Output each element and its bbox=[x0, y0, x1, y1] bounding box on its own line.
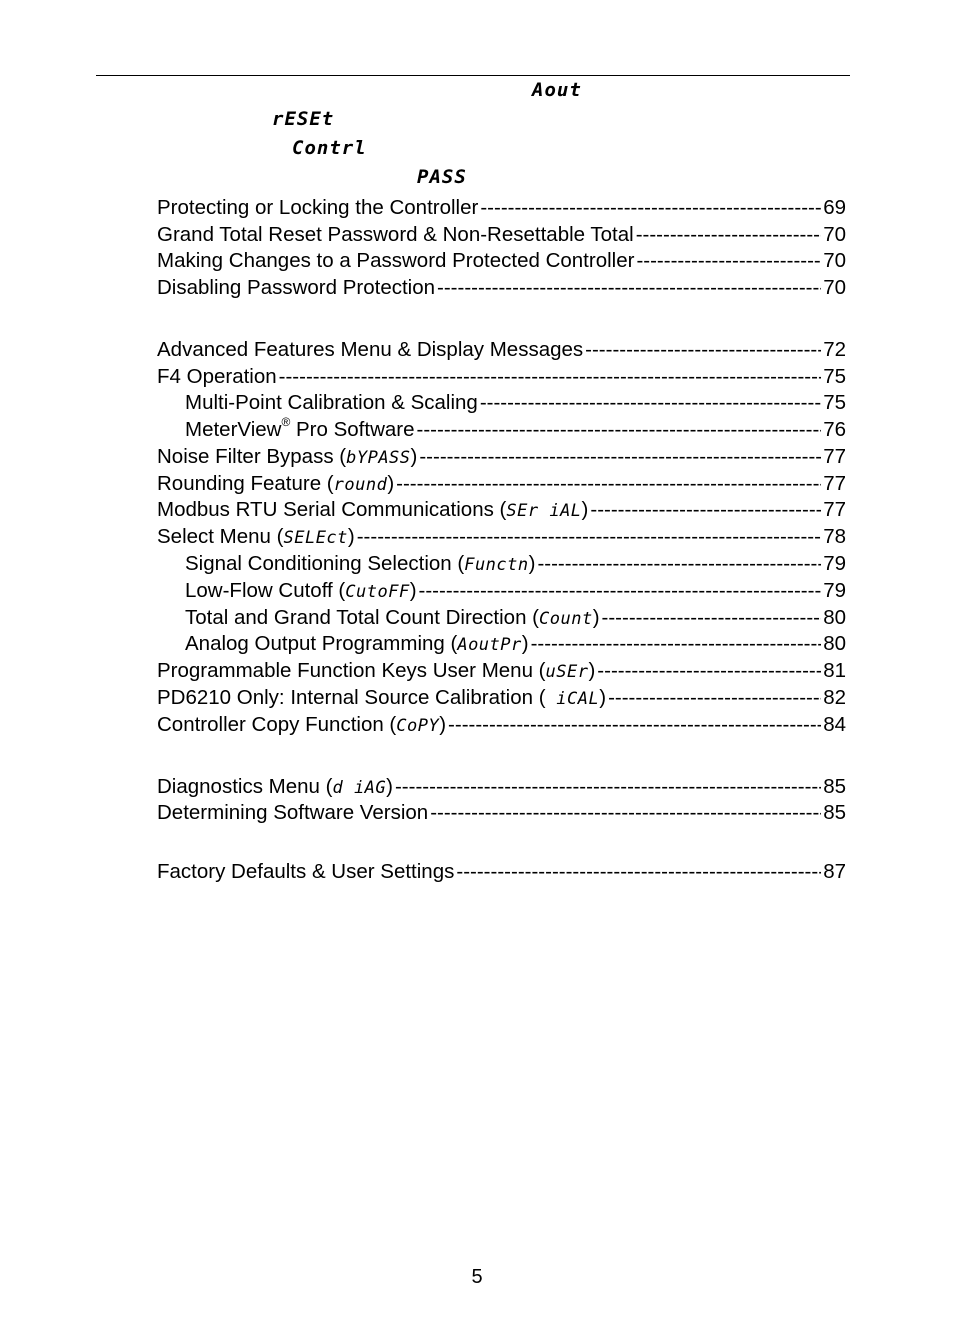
toc-title bbox=[157, 659, 595, 684]
header-rule bbox=[96, 75, 850, 76]
display-code: iCAL bbox=[545, 689, 600, 709]
display-code: Count bbox=[539, 609, 593, 629]
code-pass: PASS bbox=[417, 166, 467, 188]
toc-row[interactable] bbox=[157, 223, 846, 247]
toc-title-text: ) bbox=[409, 579, 417, 602]
toc-title-text: ) bbox=[347, 525, 355, 548]
toc-page: 72 bbox=[823, 338, 846, 361]
dot-leader bbox=[456, 860, 821, 884]
toc-row[interactable] bbox=[157, 472, 846, 496]
dot-leader bbox=[597, 659, 821, 683]
registered-mark: ® bbox=[281, 415, 291, 430]
toc-title-text: Select Menu ( bbox=[157, 525, 284, 548]
toc-title bbox=[157, 525, 355, 550]
dot-leader bbox=[636, 249, 821, 273]
toc-page: 70 bbox=[823, 249, 846, 272]
toc-page: 69 bbox=[823, 196, 846, 219]
toc-row[interactable] bbox=[157, 860, 846, 884]
dot-leader bbox=[636, 223, 822, 247]
toc-row[interactable] bbox=[157, 196, 846, 220]
toc-page: 81 bbox=[823, 659, 846, 682]
display-code: Functn bbox=[464, 555, 529, 575]
toc-row[interactable] bbox=[157, 249, 846, 273]
toc-row[interactable] bbox=[157, 365, 846, 389]
toc-page: 77 bbox=[823, 498, 846, 521]
toc-page: 78 bbox=[823, 525, 846, 548]
toc-row[interactable] bbox=[157, 713, 846, 737]
dot-leader bbox=[585, 338, 821, 362]
toc-title bbox=[157, 472, 394, 497]
toc-title bbox=[185, 606, 600, 631]
display-code: d iAG bbox=[332, 778, 387, 798]
toc-page: 70 bbox=[823, 223, 846, 246]
toc-row[interactable] bbox=[185, 606, 846, 630]
toc-title-text: PD6210 Only: Internal Source Calibration ( bbox=[157, 686, 546, 709]
dot-leader bbox=[419, 445, 821, 469]
display-code: round bbox=[333, 475, 388, 495]
toc-row[interactable] bbox=[157, 498, 846, 522]
dot-leader bbox=[602, 606, 822, 630]
code-reset: rESEt bbox=[272, 108, 335, 130]
dot-leader bbox=[417, 418, 822, 442]
toc-row[interactable] bbox=[185, 579, 846, 603]
toc-title-text: Signal Conditioning Selection ( bbox=[185, 552, 465, 575]
display-code: CutoFF bbox=[345, 582, 410, 602]
toc-title bbox=[157, 498, 588, 523]
dot-leader bbox=[430, 801, 821, 825]
toc-row[interactable] bbox=[157, 659, 846, 683]
toc-page: 84 bbox=[823, 713, 846, 736]
toc-row[interactable] bbox=[157, 276, 846, 300]
toc-title-text: ) bbox=[592, 606, 600, 629]
dot-leader bbox=[395, 775, 821, 799]
toc-page: 82 bbox=[823, 686, 846, 709]
toc-title-text: Programmable Function Keys User Menu ( bbox=[157, 659, 546, 682]
toc-title bbox=[157, 713, 446, 738]
toc-page: 80 bbox=[823, 606, 846, 629]
toc-title bbox=[185, 579, 417, 604]
dot-leader bbox=[396, 472, 821, 496]
toc-title-text: ) bbox=[521, 632, 529, 655]
toc-title-text: Diagnostics Menu ( bbox=[157, 775, 333, 798]
toc-page: 80 bbox=[823, 632, 846, 655]
toc-title-text: ) bbox=[599, 686, 607, 709]
code-aout: Aout bbox=[532, 79, 582, 101]
toc-page: 85 bbox=[823, 801, 846, 824]
toc-row[interactable] bbox=[157, 525, 846, 549]
toc-title-text: Pro Software bbox=[290, 418, 415, 441]
toc-title: F4 Operation bbox=[157, 365, 277, 388]
toc-page: 87 bbox=[823, 860, 846, 883]
toc-title: Making Changes to a Password Protected Controller bbox=[157, 249, 635, 272]
toc-row[interactable] bbox=[185, 632, 846, 656]
display-code: SEr iAL bbox=[506, 501, 582, 521]
toc-page: 75 bbox=[823, 365, 846, 388]
toc-row[interactable] bbox=[185, 415, 846, 442]
toc-title bbox=[157, 686, 606, 711]
toc-title-text: ) bbox=[410, 445, 418, 468]
code-contrl: Contrl bbox=[292, 137, 367, 159]
toc-title-text: ) bbox=[581, 498, 589, 521]
display-code: CoPY bbox=[396, 716, 440, 736]
display-code: uSEr bbox=[545, 662, 589, 682]
toc-title: Factory Defaults & User Settings bbox=[157, 860, 455, 883]
toc-title: Disabling Password Protection bbox=[157, 276, 436, 299]
dot-leader bbox=[357, 525, 821, 549]
toc-title-text: Noise Filter Bypass ( bbox=[157, 445, 347, 468]
dot-leader bbox=[448, 713, 821, 737]
toc-title-text: Modbus RTU Serial Communications ( bbox=[157, 498, 507, 521]
toc-page: 79 bbox=[823, 552, 846, 575]
toc-title bbox=[157, 445, 417, 470]
toc-page: 77 bbox=[823, 472, 846, 495]
toc-title bbox=[185, 552, 535, 577]
toc-title bbox=[157, 775, 393, 800]
toc-title-text: Total and Grand Total Count Direction ( bbox=[185, 606, 540, 629]
toc-row[interactable] bbox=[157, 686, 846, 710]
toc-row[interactable] bbox=[185, 391, 846, 415]
display-code: bYPASS bbox=[346, 448, 411, 468]
toc-page: 85 bbox=[823, 775, 846, 798]
dot-leader bbox=[437, 276, 821, 300]
toc-title: Multi-Point Calibration & Scaling bbox=[185, 391, 478, 414]
toc-page: 70 bbox=[823, 276, 846, 299]
dot-leader bbox=[419, 579, 822, 603]
dot-leader bbox=[480, 196, 821, 220]
toc-title: Determining Software Version bbox=[157, 801, 429, 824]
dot-leader bbox=[608, 686, 821, 710]
page-number: 5 bbox=[471, 1266, 483, 1288]
toc-row[interactable] bbox=[157, 445, 846, 469]
toc-row[interactable] bbox=[157, 801, 846, 825]
dot-leader bbox=[531, 632, 822, 656]
toc-title-text: Low-Flow Cutoff ( bbox=[185, 579, 346, 602]
toc-row[interactable] bbox=[185, 552, 846, 576]
toc-title: Protecting or Locking the Controller bbox=[157, 196, 479, 219]
toc-title-text: Rounding Feature ( bbox=[157, 472, 334, 495]
toc-title-text: ) bbox=[387, 472, 395, 495]
toc-page: 75 bbox=[823, 391, 846, 414]
toc-title-text: ) bbox=[386, 775, 393, 798]
dot-leader bbox=[480, 391, 821, 415]
toc-page: 77 bbox=[823, 445, 846, 468]
toc-title-text: Analog Output Programming ( bbox=[185, 632, 458, 655]
toc-title-text: Controller Copy Function ( bbox=[157, 713, 397, 736]
toc-title-text: ) bbox=[439, 713, 447, 736]
dot-leader bbox=[537, 552, 821, 576]
toc-title: Grand Total Reset Password & Non-Resettable Total bbox=[157, 223, 634, 246]
display-code: SELEct bbox=[283, 528, 348, 548]
display-code: AoutPr bbox=[457, 635, 522, 655]
toc-title-text: ) bbox=[588, 659, 596, 682]
toc-title bbox=[185, 415, 415, 442]
toc-title bbox=[185, 632, 529, 657]
dot-leader bbox=[279, 365, 822, 389]
toc-row[interactable] bbox=[157, 775, 846, 799]
toc-title-text: MeterView bbox=[185, 418, 282, 441]
toc-row[interactable] bbox=[157, 338, 846, 362]
toc-title-text: ) bbox=[528, 552, 536, 575]
dot-leader bbox=[590, 498, 821, 522]
toc-page: 79 bbox=[823, 579, 846, 602]
toc-title: Advanced Features Menu & Display Messages bbox=[157, 338, 584, 361]
toc-page: 76 bbox=[823, 418, 846, 441]
